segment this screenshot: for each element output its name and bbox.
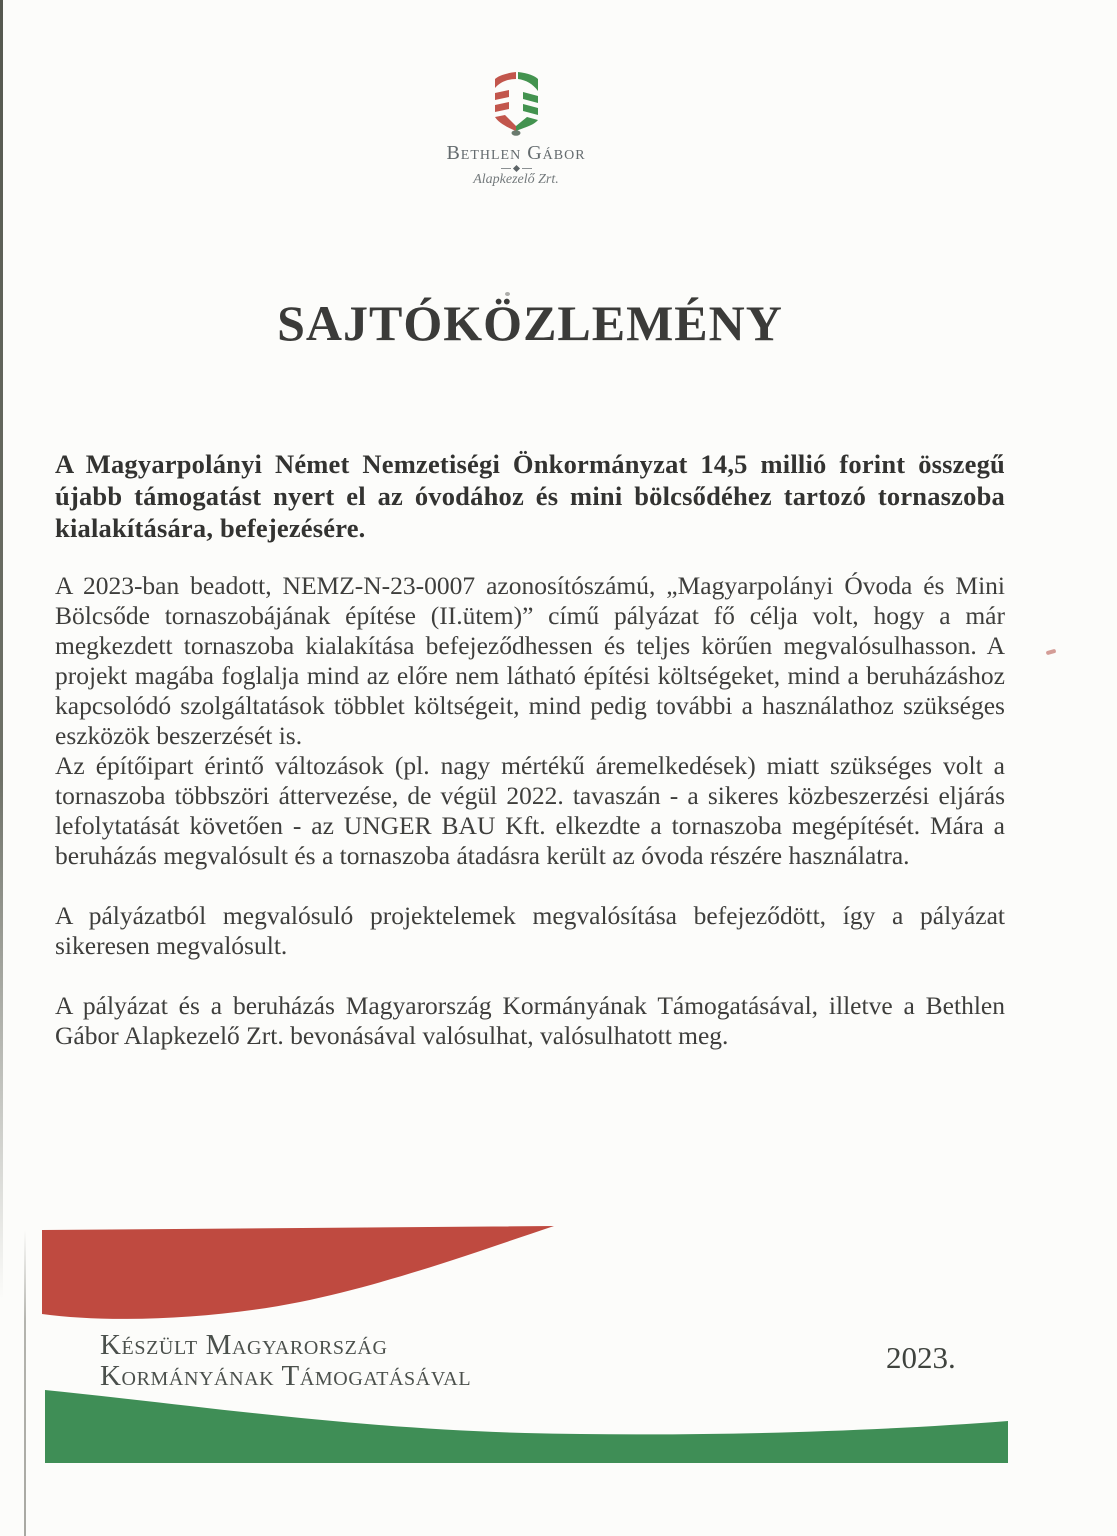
logo-separator (499, 166, 533, 171)
footer-green-wave (45, 1388, 1008, 1464)
logo (430, 70, 602, 188)
scan-edge-artifact (24, 1230, 26, 1536)
scan-edge-artifact (0, 0, 3, 1300)
page-title: SAJTÓKÖZLEMÉNY (277, 295, 783, 351)
logo-org-name: Bethlen Gábor (446, 142, 586, 164)
footer-caption-line1: Készült Magyarország (100, 1329, 388, 1361)
document-body (55, 448, 1005, 1051)
body-paragraph-4: A pályázat és a beruházás Magyarország Kormányának Támogatásával, illetve a Bethlen Gábor Alapkezelő Zrt. bevonásával valósulhat, valósulhatott meg. (55, 991, 1005, 1050)
logo-org-suffix: Alapkezelő Zrt. (473, 172, 559, 187)
diamond-icon (512, 165, 519, 172)
body-paragraph-3: A pályázatból megvalósuló projektelemek megvalósítása befejeződött, így a pályázat sikeresen megvalósult. (55, 901, 1005, 960)
footer-caption (100, 1330, 471, 1392)
body-paragraph-1: A 2023-ban beadott, NEMZ-N-23-0007 azonosítószámú, „Magyarpolányi Óvoda és Mini Bölcsőde tornaszobájának építése (II.ütem)” című pályázat fő célja volt, hogy a már megkezdett tornaszoba kialakítása befejeződhessen és teljes körűen megvalósulhasson. A projekt magába foglalja mind az előre nem látható építési költségeket, mind a beruházáshoz kapcsolódó szolgáltatások többlet költségeit, mind pedig további a használathoz szükséges eszközök beszerzését is. (55, 571, 1005, 750)
footer-year: 2023. (886, 1340, 956, 1375)
footer-caption-line2: Kormányának Támogatásával (100, 1360, 472, 1392)
bethlen-gabor-shield-icon (488, 70, 544, 136)
lead-paragraph: A Magyarpolányi Német Nemzetiségi Önkormányzat 14,5 millió forint összegű újabb támogatást nyert el az óvodához és mini bölcsődéhez tartozó tornaszoba kialakítására, befejezésére. (55, 449, 1005, 543)
scan-speck (1046, 649, 1057, 655)
footer-red-wave (42, 1226, 554, 1324)
body-paragraph-2: Az építőipart érintő változások (pl. nagy mértékű áremelkedések) miatt szükséges volt a tornaszoba többszöri áttervezése, de végül 2022. tavaszán - a sikeres közbeszerzési eljárás lefolytatását követően - az UNGER BAU Kft. elkezdte a tornaszoba megépítését. Mára a beruházás megvalósult és a tornaszoba átadásra került az óvoda részére használatra. (55, 751, 1005, 870)
